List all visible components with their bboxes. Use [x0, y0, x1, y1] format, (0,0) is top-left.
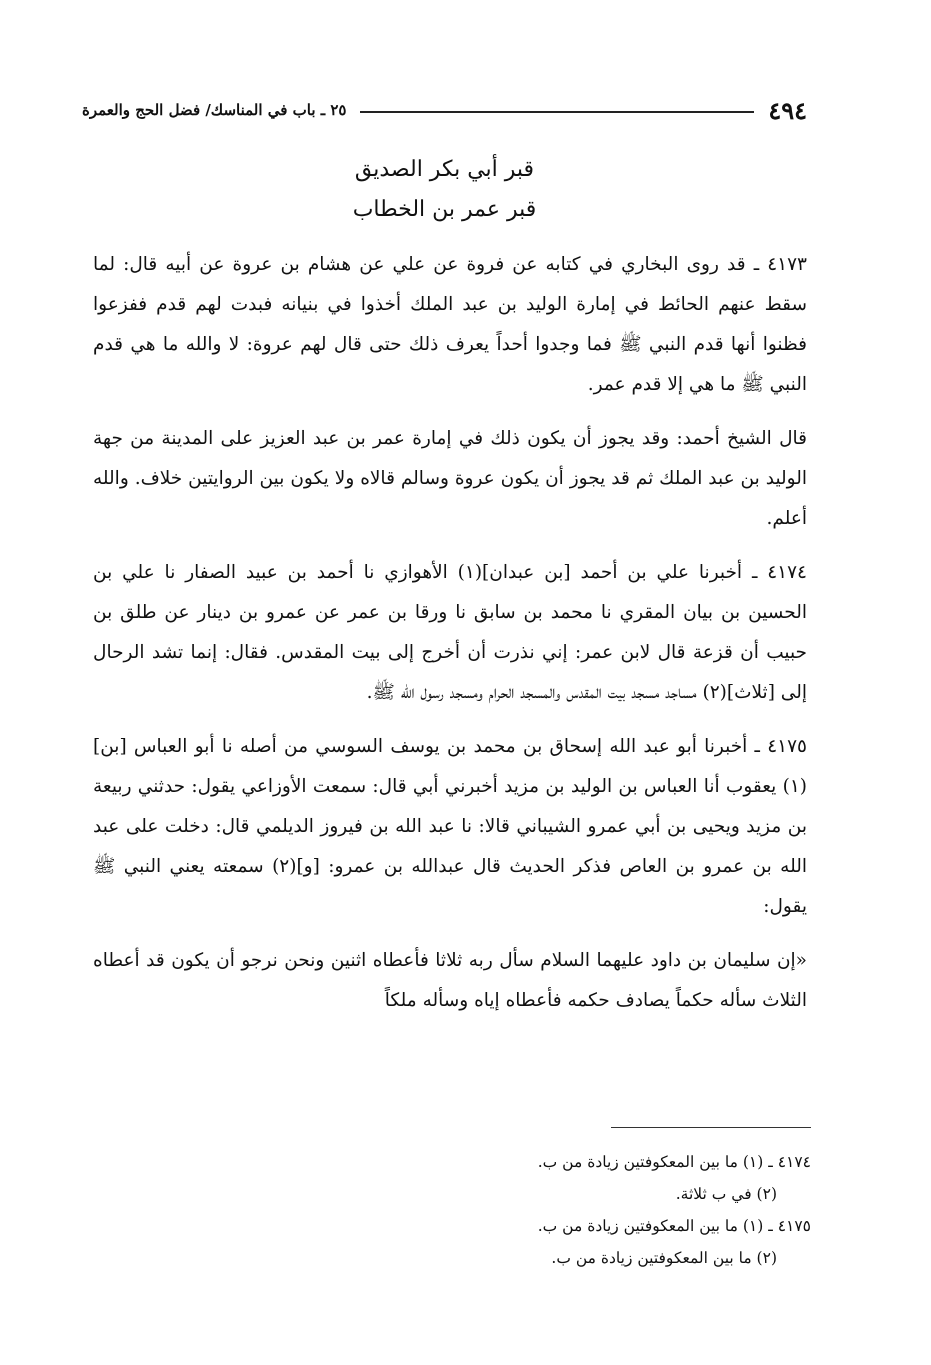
- footnote-4174-2: (٢) في ب ثلاثة.: [675, 1185, 777, 1203]
- footnote-4174-1: ٤١٧٤ ـ (١) ما بين المعكوفتين زيادة من ب.: [537, 1153, 811, 1171]
- footnote-rule: [611, 1127, 811, 1128]
- header-title: ٢٥ ـ باب في المناسك/ فضل الحج والعمرة: [82, 101, 347, 119]
- heading-umar-grave: قبر عمر بن الخطاب: [352, 197, 537, 222]
- section-headings: [82, 150, 807, 230]
- footnotes: [291, 1146, 811, 1274]
- footnote-4175-2: (٢) ما بين المعكوفتين زيادة من ب.: [551, 1249, 777, 1267]
- paragraph-4175: ٤١٧٥ ـ أخبرنا أبو عبد الله إسحاق بن محمد بن يوسف السوسي من أصله نا أبو العباس [بن](١) يعقوب أنا العباس بن الوليد بن مزيد أخبرني أبي قال: سمعت الأوزاعي يقول: حدثني ربيعة بن مزيد ويحيى بن أبي عمرو الشيباني قالا: نا عبد الله بن فيروز الديلمي قال: دخلت على عبد الله بن عمرو بن العاص فذكر الحديث قال عبدالله بن عمرو: [و](٢) سمعته يعني النبي ﷺ يقول:: [93, 736, 807, 917]
- paragraph-hadith-sulayman: «إن سليمان بن داود عليهما السلام سأل ربه ثلاثا فأعطاه اثنين ونحن نرجو أن يكون قد أعطاه الثلاث سأله حكماً يصادف حكمه فأعطاه إياه وسأله ملكاً: [93, 950, 807, 1011]
- footnote-4175-1: ٤١٧٥ ـ (١) ما بين المعكوفتين زيادة من ب.: [537, 1217, 811, 1235]
- body-text: [93, 245, 807, 1035]
- paragraph-4173: ٤١٧٣ ـ قد روى البخاري في كتابه عن فروة عن علي عن هشام بن عروة عن أبيه قال: لما سقط عنهم الحائط في إمارة الوليد بن عبد الملك أخذوا في بنيانه فبدت لهم قدم ففزعوا فظنوا أنها قدم النبي ﷺ فما وجدوا أحداً يعرف ذلك حتى قال لهم عروة: لا والله ما هي قدم النبي ﷺ ما هي إلا قدم عمر.: [93, 254, 807, 395]
- header-rule: [360, 111, 754, 113]
- paragraph-4174: ٤١٧٤ ـ أخبرنا علي بن أحمد [بن عبدان](١) الأهوازي نا أحمد بن عبيد الصفار نا علي بن الحسين بن بيان المقري نا محمد بن سابق نا ورقا بن عمر عن عمرو بن دينار عن طلق بن حبيب أن قزعة قال لابن عمر: إني نذرت أن أخرج إلى بيت المقدس. فقال: إنما تشد الرحال إلى [ثلاث](٢) مساجد مسجد بيت المقدس والمسجد الحرام ومسجد رسول الله ﷺ.: [93, 562, 807, 703]
- page-number: ٤٩٤: [768, 95, 807, 125]
- running-header: [82, 92, 807, 128]
- heading-abu-bakr-grave: قبر أبي بكر الصديق: [354, 157, 535, 182]
- paragraph-sheikh-ahmad: قال الشيخ أحمد: وقد يجوز أن يكون ذلك في إمارة عمر بن عبد العزيز على المدينة من جهة الوليد بن عبد الملك ثم قد يجوز أن يكون عروة وسالم قالاه ولا يكون بين الروايتين خلاف. والله أعلم.: [93, 428, 807, 529]
